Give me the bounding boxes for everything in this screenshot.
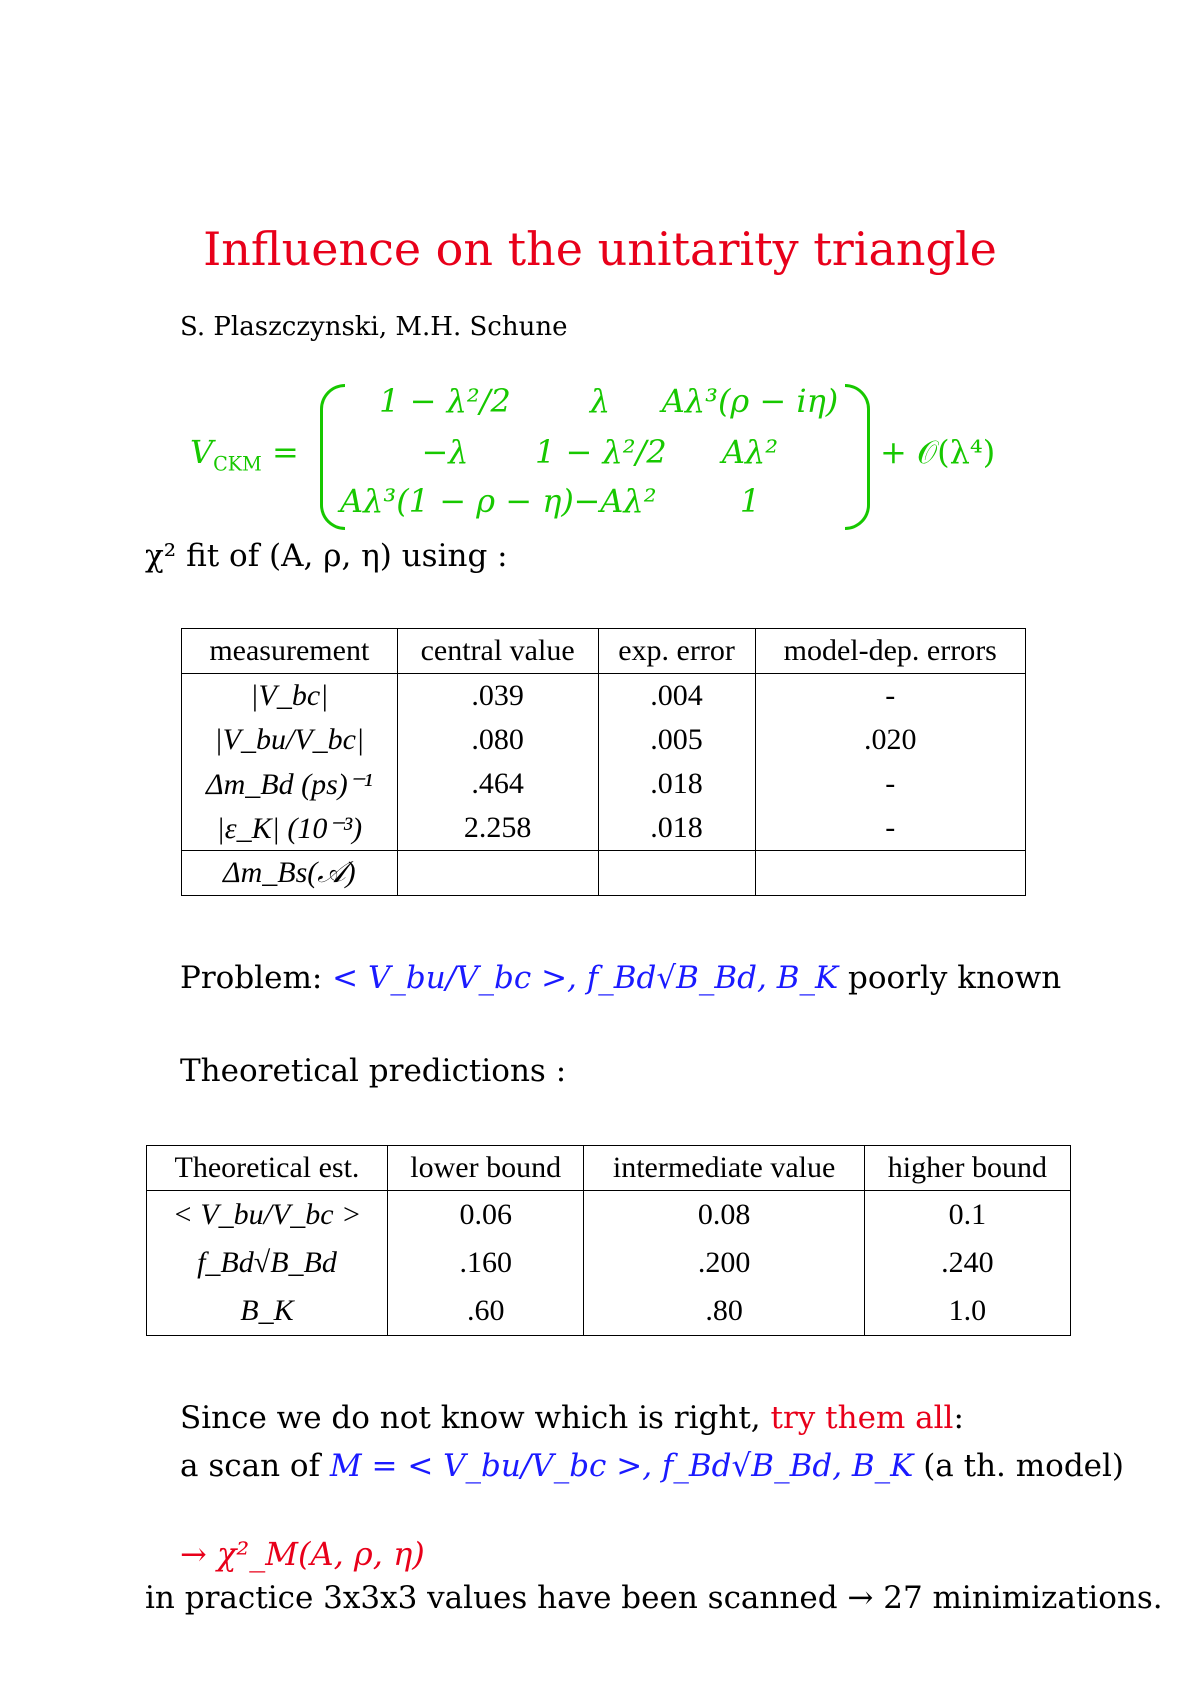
table-row: [182, 762, 1026, 806]
central-value: .080: [397, 718, 598, 762]
table-header-row: [182, 629, 1026, 674]
measurement-name: Δm_Bd (ps)⁻¹: [182, 762, 398, 806]
ckm-matrix-equation: [190, 380, 1030, 530]
header-lower-bound: lower bound: [387, 1146, 583, 1191]
table-row: [182, 674, 1026, 719]
lower-bound: .160: [387, 1239, 583, 1287]
intermediate-value: 0.08: [584, 1191, 864, 1240]
measurement-name: |V_bu/V_bc|: [182, 718, 398, 762]
exp-error: [598, 851, 755, 896]
chi-square-line: → χ²_M(A, ρ, η): [180, 1535, 425, 1573]
ckm-r3c2: −Aλ²: [573, 482, 657, 520]
intermediate-value: .200: [584, 1239, 864, 1287]
central-value: 2.258: [397, 806, 598, 851]
ckm-r3c1: Aλ³(1 − ρ − η): [340, 482, 574, 520]
page-title: Influence on the unitarity triangle: [203, 222, 997, 276]
theoretical-heading: Theoretical predictions :: [180, 1053, 567, 1089]
scan-line: a scan of M = < V_bu/V_bc >, f_Bd√B_Bd, B_K (a th. model): [180, 1448, 1125, 1484]
ckm-r3c3: 1: [739, 482, 761, 520]
model-error: .020: [755, 718, 1026, 762]
estimate-name: f_Bd√B_Bd: [147, 1239, 388, 1287]
model-error: -: [755, 806, 1026, 851]
table-row: [182, 806, 1026, 851]
model-error: -: [755, 674, 1026, 719]
problem-terms: < V_bu/V_bc >, f_Bd√B_Bd, B_K: [332, 960, 839, 996]
central-value: .464: [397, 762, 598, 806]
ckm-r1c2: λ: [589, 382, 611, 420]
practice-line: in practice 3x3x3 values have been scanned → 27 minimizations.: [145, 1580, 1163, 1616]
estimate-name: B_K: [147, 1287, 388, 1336]
ckm-r2c3: Aλ²: [721, 433, 779, 471]
central-value: .039: [397, 674, 598, 719]
header-central-value: central value: [397, 629, 598, 674]
higher-bound: .240: [864, 1239, 1070, 1287]
ckm-r1c1: 1 − λ²/2: [379, 382, 511, 420]
theoretical-table: [146, 1145, 1071, 1336]
estimate-name: < V_bu/V_bc >: [147, 1191, 388, 1240]
header-model-dep-errors: model-dep. errors: [755, 629, 1026, 674]
exp-error: .005: [598, 718, 755, 762]
right-paren: [845, 384, 870, 530]
ckm-lhs: $V_{CKM}$ =: [190, 433, 299, 476]
authors: S. Plaszczynski, M.H. Schune: [180, 312, 568, 342]
measurement-name: Δm_Bs(𝒜): [182, 851, 398, 896]
table-header-row: [147, 1146, 1071, 1191]
measurement-name: |V_bc|: [182, 674, 398, 719]
ckm-r2c2: 1 − λ²/2: [535, 433, 667, 471]
higher-bound: 0.1: [864, 1191, 1070, 1240]
model-definition: M = < V_bu/V_bc >, f_Bd√B_Bd, B_K: [329, 1448, 914, 1484]
table-row: [147, 1287, 1071, 1336]
since-line: Since we do not know which is right, try them all:: [180, 1400, 964, 1436]
table-row: [182, 718, 1026, 762]
fit-description: χ² fit of (A, ρ, η) using :: [145, 538, 508, 574]
intermediate-value: .80: [584, 1287, 864, 1336]
exp-error: .018: [598, 762, 755, 806]
try-them-all: try them all: [770, 1400, 954, 1436]
table-row: [182, 851, 1026, 896]
table-row: [147, 1239, 1071, 1287]
problem-statement: Problem: < V_bu/V_bc >, f_Bd√B_Bd, B_K poorly known: [180, 960, 1062, 996]
table-row: [147, 1191, 1071, 1240]
ckm-r1c3: Aλ³(ρ − iη): [661, 382, 839, 420]
measurement-name: |ε_K| (10⁻³): [182, 806, 398, 851]
header-exp-error: exp. error: [598, 629, 755, 674]
exp-error: .018: [598, 806, 755, 851]
header-measurement: measurement: [182, 629, 398, 674]
lower-bound: .60: [387, 1287, 583, 1336]
measurements-table: [181, 628, 1026, 896]
model-error: -: [755, 762, 1026, 806]
header-theoretical-est: Theoretical est.: [147, 1146, 388, 1191]
ckm-rhs: + 𝒪(λ⁴): [880, 433, 996, 471]
model-error: [755, 851, 1026, 896]
exp-error: .004: [598, 674, 755, 719]
ckm-r2c1: −λ: [421, 433, 469, 471]
header-intermediate-value: intermediate value: [584, 1146, 864, 1191]
header-higher-bound: higher bound: [864, 1146, 1070, 1191]
lower-bound: 0.06: [387, 1191, 583, 1240]
central-value: [397, 851, 598, 896]
higher-bound: 1.0: [864, 1287, 1070, 1336]
